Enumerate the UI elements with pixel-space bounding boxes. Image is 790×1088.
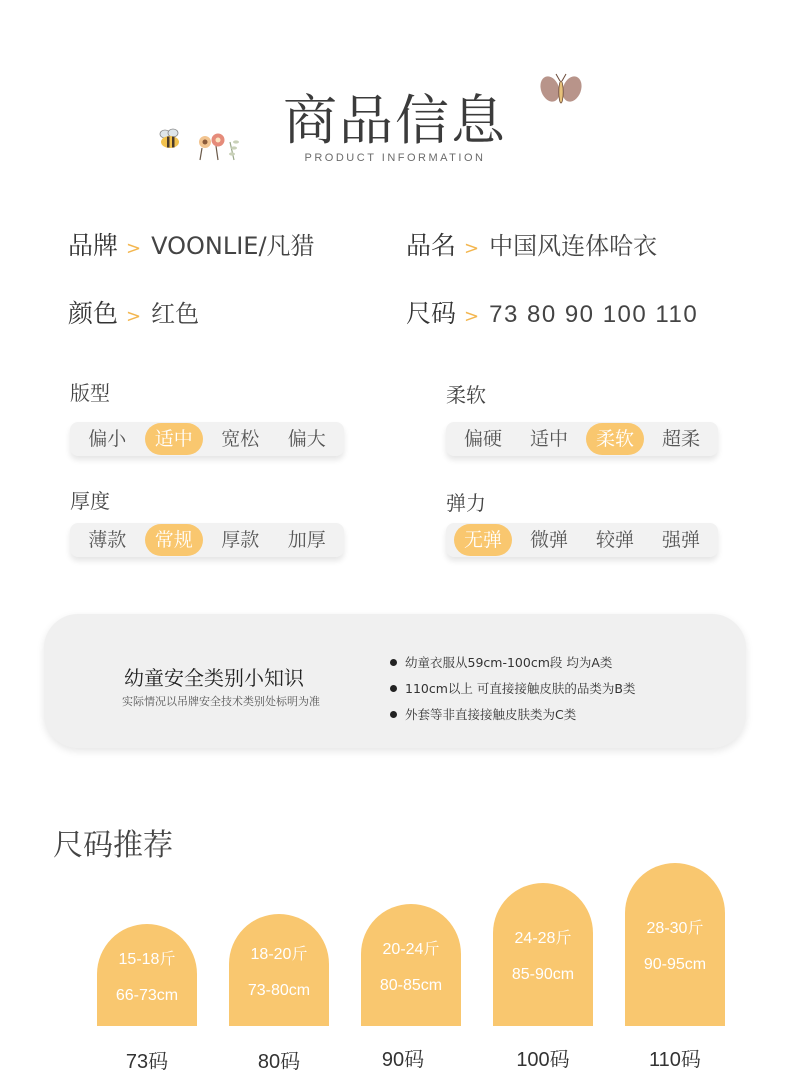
bullet-dot-icon	[390, 711, 397, 718]
fit-option[interactable]: 偏小	[88, 428, 127, 450]
size-card-90	[361, 904, 461, 1026]
size-weight: 28-30斤	[646, 920, 704, 937]
separator-icon: >	[464, 238, 480, 259]
softness-option-selected[interactable]: 柔软	[586, 423, 644, 455]
thickness-option[interactable]: 厚款	[221, 529, 260, 551]
thickness-title: 厚度	[70, 489, 110, 513]
size-card-80	[229, 914, 329, 1026]
separator-icon: >	[126, 238, 142, 259]
thickness-selector	[70, 523, 344, 557]
page-title: 商品信息	[283, 89, 507, 152]
size-label-73: 73码	[125, 1051, 169, 1073]
safety-bullet	[390, 649, 635, 675]
info-color	[68, 294, 199, 330]
softness-option[interactable]: 偏硬	[463, 428, 502, 450]
safety-bullet-text: 外套等非直接接触皮肤类为C类	[405, 707, 577, 722]
fit-option[interactable]: 宽松	[221, 428, 260, 450]
elasticity-option-selected[interactable]: 无弹	[454, 524, 512, 556]
safety-title: 幼童安全类别小知识	[124, 666, 304, 690]
size-height: 73-80cm	[247, 981, 311, 999]
name-value: 中国风连体哈衣	[489, 232, 658, 260]
fit-option-selected[interactable]: 适中	[145, 423, 203, 455]
thickness-option[interactable]: 薄款	[88, 529, 127, 551]
softness-title: 柔软	[446, 383, 486, 407]
thickness-option-selected[interactable]: 常规	[145, 524, 203, 556]
info-size	[406, 294, 698, 330]
brand-label: 品牌	[68, 231, 119, 260]
size-label-80: 80码	[257, 1051, 301, 1073]
size-weight: 18-20斤	[250, 945, 308, 963]
brand-value: VOONLIE/凡猎	[151, 232, 315, 260]
size-height: 85-90cm	[511, 966, 575, 983]
size-label-110: 110码	[649, 1049, 701, 1071]
elasticity-selector	[446, 523, 718, 557]
info-name	[406, 226, 657, 262]
size-card-110	[625, 863, 725, 1026]
bee-icon	[158, 128, 184, 150]
elasticity-option[interactable]: 较弹	[595, 529, 634, 551]
color-label: 颜色	[68, 299, 119, 328]
softness-option[interactable]: 超柔	[661, 428, 700, 450]
page-subtitle: PRODUCT INFORMATION	[304, 152, 486, 164]
flowers-icon	[194, 128, 250, 162]
size-weight: 24-28斤	[514, 930, 572, 947]
bullet-dot-icon	[390, 685, 397, 692]
elasticity-option[interactable]: 微弹	[529, 529, 568, 551]
size-card-73	[97, 924, 197, 1026]
safety-bullet-list	[390, 649, 635, 727]
safety-bullet-text: 110cm以上 可直接接触皮肤的品类为B类	[405, 681, 636, 696]
safety-bullet-text: 幼童衣服从59cm-100cm段 均为A类	[405, 655, 613, 670]
fit-title: 版型	[70, 381, 110, 405]
safety-note: 实际情况以吊牌安全技术类别处标明为准	[122, 695, 320, 708]
safety-bullet	[390, 675, 635, 701]
size-recommendation-title: 尺码推荐	[53, 828, 173, 863]
fit-selector	[70, 422, 344, 456]
elasticity-option[interactable]: 强弹	[661, 529, 700, 551]
size-weight: 15-18斤	[118, 950, 176, 968]
info-brand	[68, 226, 315, 262]
softness-selector	[446, 422, 718, 456]
separator-icon: >	[464, 306, 480, 327]
size-height: 90-95cm	[643, 956, 707, 973]
softness-option[interactable]: 适中	[529, 428, 568, 450]
size-label-100: 100码	[516, 1049, 570, 1071]
elasticity-title: 弹力	[446, 491, 486, 515]
size-label-90: 90码	[381, 1049, 425, 1071]
safety-bullet	[390, 701, 635, 727]
bullet-dot-icon	[390, 659, 397, 666]
name-label: 品名	[406, 231, 457, 260]
separator-icon: >	[126, 306, 142, 327]
size-weight: 20-24斤	[382, 940, 440, 958]
size-label: 尺码	[406, 299, 457, 328]
fit-option[interactable]: 偏大	[287, 428, 326, 450]
color-value: 红色	[151, 300, 200, 328]
size-height: 80-85cm	[379, 976, 443, 994]
thickness-option[interactable]: 加厚	[287, 529, 326, 551]
size-height: 66-73cm	[115, 986, 179, 1004]
butterfly-icon	[540, 72, 584, 112]
size-card-100	[493, 883, 593, 1026]
size-value: 73 80 90 100 110	[489, 301, 699, 328]
